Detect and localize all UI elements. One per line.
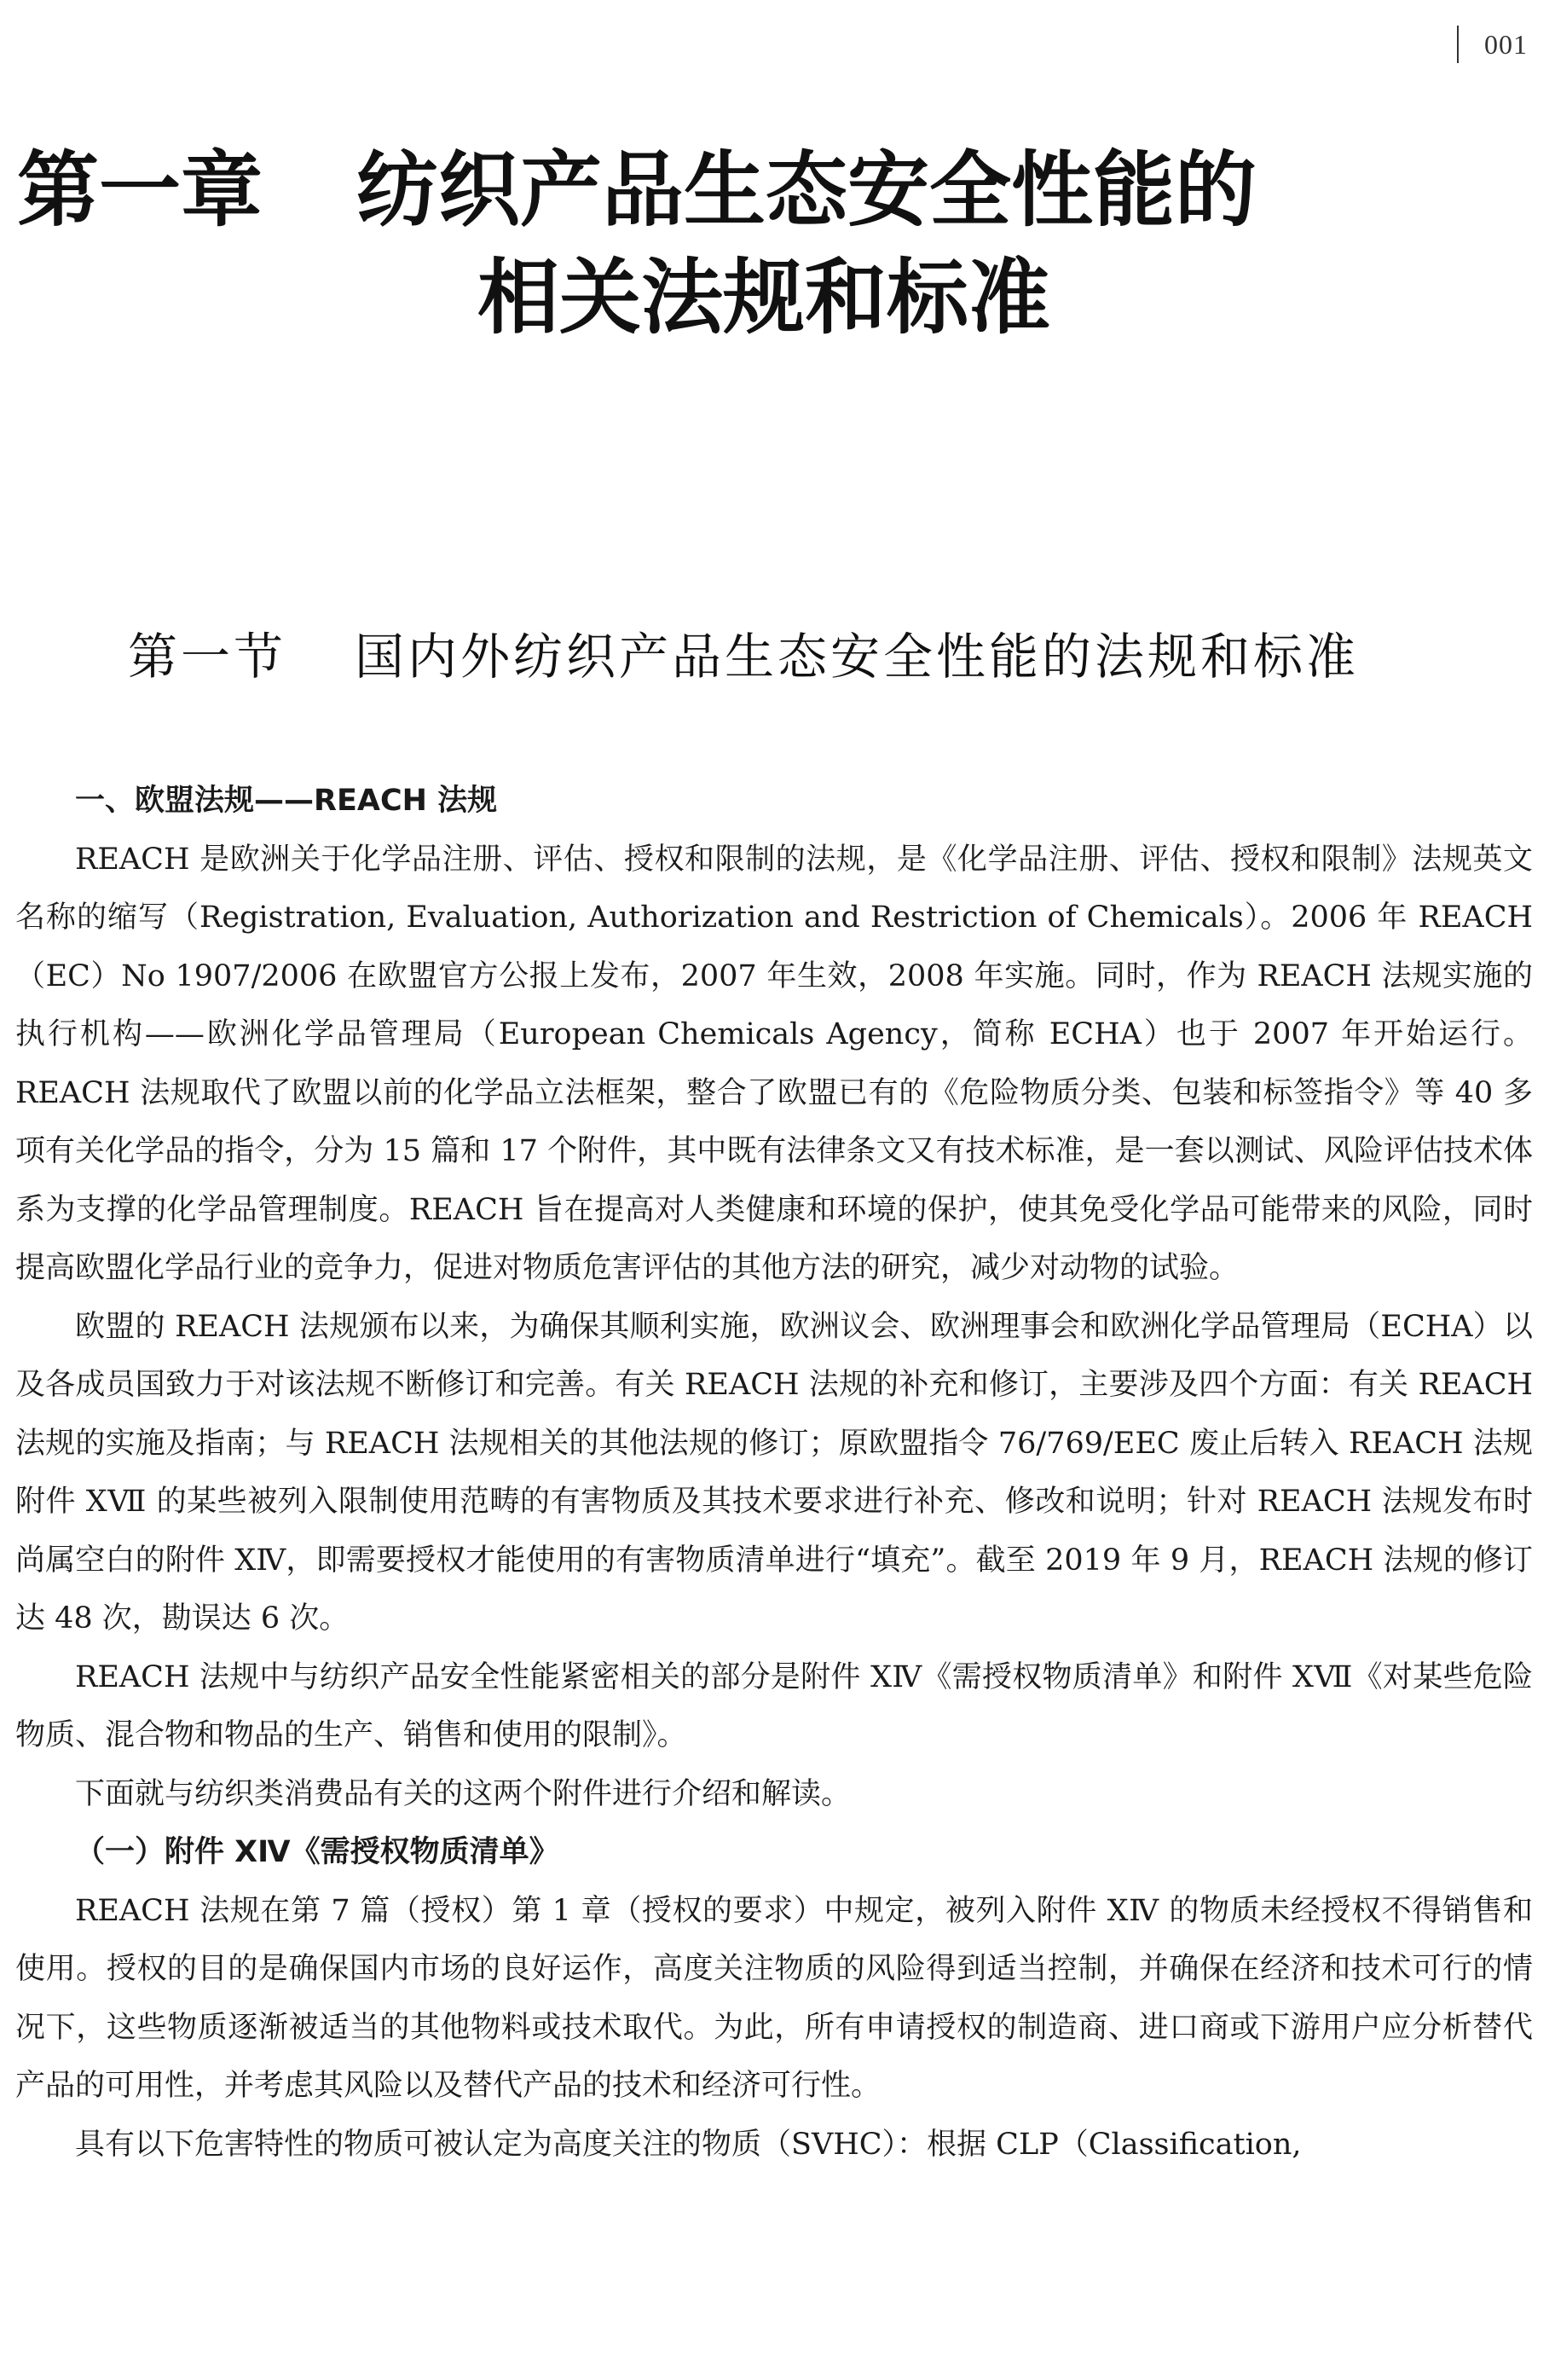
chapter-title [17,136,1535,351]
page-header [1457,26,1528,63]
paragraph-reach-revisions: 欧盟的 REACH 法规颁布以来，为确保其顺利实施，欧洲议会、欧洲理事会和欧洲化学品管理局（ECHA）以及各成员国致力于对该法规不断修订和完善。有关 REACH 法规的补充和修订，主要涉及四个方面：有关 REACH 法规的实施及指南；与 REACH 法规相关的其他法规的修订；原欧盟指令 76/769/EEC 废止后转入 REACH 法规附件 XⅦ 的某些被列入限制使用范畴的有害物质及其技术要求进行补充、修改和说明；针对 REACH 法规发布时尚属空白的附件 XⅣ，即需要授权才能使用的有害物质清单进行“填充”。截至 2019 年 9 月，REACH 法规的修订达 48 次，勘误达 6 次。 [15,1309,1533,1636]
chapter-title-line2: 相关法规和标准 [477,250,1050,345]
paragraph-svhc: 具有以下危害特性的物质可被认定为高度关注的物质（SVHC）：根据 CLP（Classification, [75,2127,1302,2162]
heading-eu-reach: 一、欧盟法规——REACH 法规 [75,784,498,818]
header-divider [1457,26,1459,63]
paragraph-reach-annexes: REACH 法规中与纺织产品安全性能紧密相关的部分是附件 XⅣ《需授权物质清单》和附件 XⅦ《对某些危险物质、混合物和物品的生产、销售和使用的限制》。 [15,1659,1533,1752]
chapter-number: 第一章 [17,142,263,238]
section-title-text: 国内外纺织产品生态安全性能的法规和标准 [355,628,1360,686]
chapter-title-line1 [17,136,1535,244]
page-number: 001 [1484,28,1528,60]
body-text [15,772,1533,2174]
paragraph-authorization: REACH 法规在第 7 篇（授权）第 1 章（授权的要求）中规定，被列入附件 XⅣ 的物质未经授权不得销售和使用。授权的目的是确保国内市场的良好运作，高度关注物质的风险得到适当控制，并确保在经济和技术可行的情况下，这些物质逐渐被适当的其他物料或技术取代。为此，所有申请授权的制造商、进口商或下游用户应分析替代产品的可用性，并考虑其风险以及替代产品的技术和经济可行性。 [15,1893,1533,2103]
paragraph-reach-intro: REACH 是欧洲关于化学品注册、评估、授权和限制的法规，是《化学品注册、评估、授权和限制》法规英文名称的缩写（Registration, Evaluation, Authorization and Restriction of Chemicals）。2006 年 REACH（EC）No 1907/2006 在欧盟官方公报上发布，2007 年生效，2008 年实施。同时，作为 REACH 法规实施的执行机构——欧洲化学品管理局（European Chemicals Agency，简称 ECHA）也于 2007 年开始运行。REACH 法规取代了欧盟以前的化学品立法框架，整合了欧盟已有的《危险物质分类、包装和标签指令》等 40 多项有关化学品的指令，分为 15 篇和 17 个附件，其中既有法律条文又有技术标准，是一套以测试、风险评估技术体系为支撑的化学品管理制度。REACH 旨在提高对人类健康和环境的保护，使其免受化学品可能带来的风险，同时提高欧盟化学品行业的竞争力，促进对物质危害评估的其他方法的研究，减少对动物的试验。 [15,842,1533,1285]
section-number: 第一节 [128,628,287,686]
section-title [128,623,1359,691]
chapter-title-text-1: 纺织产品生态安全性能的 [356,142,1257,238]
heading-annex-xiv: （一）附件 XⅣ《需授权物质清单》 [75,1835,559,1869]
paragraph-annex-intro: 下面就与纺织类消费品有关的这两个附件进行介绍和解读。 [75,1776,852,1811]
